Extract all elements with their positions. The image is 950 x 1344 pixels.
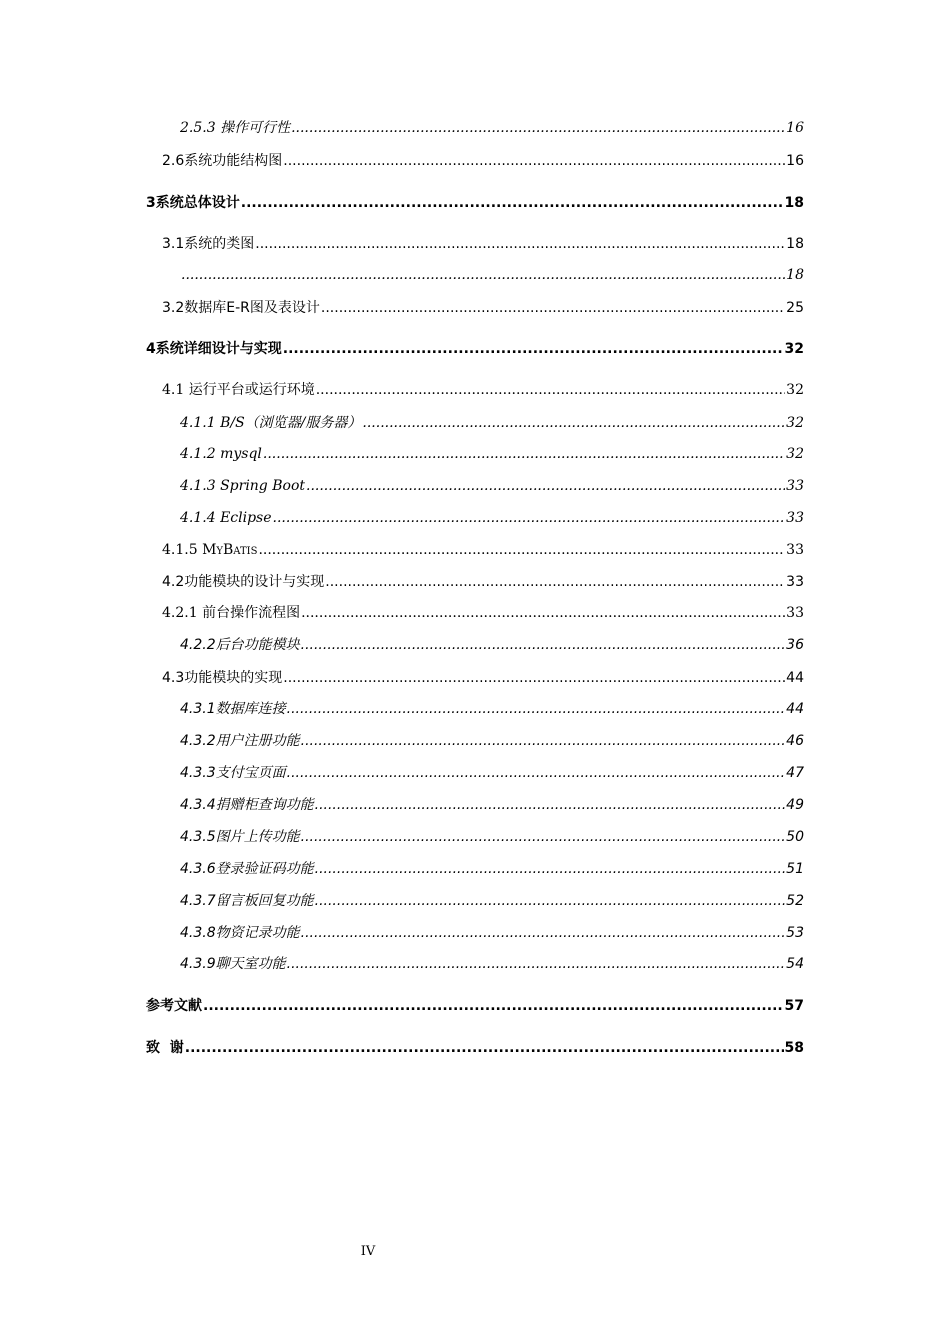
toc-entry-title: 4.3.7留言板回复功能 <box>180 893 314 909</box>
page-number: IV <box>360 1244 376 1259</box>
toc-entry-page: 33 <box>786 542 804 558</box>
toc-entry-page: 33 <box>786 605 804 621</box>
toc-entry-page: 49 <box>786 797 804 813</box>
leader-dots <box>306 479 785 493</box>
leader-dots <box>255 237 785 251</box>
toc-entry[interactable] <box>146 1041 804 1055</box>
toc-entry-title: 4.3.5图片上传功能 <box>180 829 300 845</box>
toc-entry-page: 47 <box>786 765 804 781</box>
toc-entry-page: 33 <box>786 510 804 526</box>
leader-dots <box>301 734 786 748</box>
leader-dots <box>283 342 784 356</box>
toc-entry[interactable] <box>162 575 804 589</box>
leader-dots <box>315 862 786 876</box>
toc-entry[interactable] <box>180 957 804 971</box>
leader-dots <box>241 196 784 210</box>
leader-dots <box>316 383 785 397</box>
toc-entry-title: 4.3.4捐赠柜查询功能 <box>180 797 314 813</box>
toc-entry-page: 44 <box>786 701 804 717</box>
toc-entry-page: 57 <box>784 998 804 1014</box>
toc-entry[interactable] <box>180 830 804 844</box>
toc-entry[interactable] <box>180 766 804 780</box>
toc-entry-page: 18 <box>784 195 804 211</box>
toc-entry-page: 53 <box>786 925 804 941</box>
toc-entry[interactable] <box>162 606 804 620</box>
leader-dots <box>315 798 786 812</box>
leader-dots <box>283 154 785 168</box>
toc-entry-title: 3.1系统的类图 <box>162 236 255 252</box>
toc-entry-page: 52 <box>786 893 804 909</box>
toc-entry[interactable] <box>180 734 804 748</box>
toc-entry[interactable] <box>180 416 804 430</box>
leader-dots <box>287 766 786 780</box>
leader-dots <box>185 1041 784 1055</box>
toc-entry-page: 18 <box>786 236 804 252</box>
leader-dots <box>258 543 785 557</box>
leader-dots <box>301 830 786 844</box>
toc-entry-page: 58 <box>784 1040 804 1056</box>
toc-entry[interactable] <box>162 154 804 168</box>
toc-entry[interactable] <box>180 894 804 908</box>
toc-entry[interactable] <box>162 301 804 315</box>
toc-entry-title: 4.2功能模块的设计与实现 <box>162 574 325 590</box>
leader-dots <box>291 121 785 135</box>
toc-entry-title: 3.2数据库E-R图及表设计 <box>162 300 320 316</box>
leader-dots <box>181 268 785 282</box>
leader-dots <box>301 606 785 620</box>
toc-entry[interactable] <box>180 862 804 876</box>
toc-entry[interactable] <box>180 268 804 282</box>
toc-entry-title: 4.1.4 Eclipse <box>180 510 272 526</box>
toc-entry-title: 2.5.3 操作可行性 <box>180 120 291 136</box>
leader-dots <box>301 926 786 940</box>
toc-entry-title: 4.2.2后台功能模块 <box>180 637 300 653</box>
toc-entry-page: 32 <box>786 415 804 431</box>
leader-dots <box>325 575 785 589</box>
toc-entry[interactable] <box>180 121 804 135</box>
toc-entry[interactable] <box>180 926 804 940</box>
toc-entry-title: 4.3.2用户注册功能 <box>180 733 300 749</box>
leader-dots <box>263 447 785 461</box>
toc-entry-title: 2.6系统功能结构图 <box>162 153 283 169</box>
toc-entry-page: 32 <box>786 446 804 462</box>
toc-entry-title: 4系统详细设计与实现 <box>146 341 282 357</box>
toc-entry-title: 4.3.9聊天室功能 <box>180 956 286 972</box>
toc-entry-title: 4.1.5 MyBatis <box>162 542 258 558</box>
toc-entry[interactable] <box>180 798 804 812</box>
toc-entry-page: 54 <box>786 956 804 972</box>
toc-entry[interactable] <box>180 702 804 716</box>
leader-dots <box>362 416 785 430</box>
toc-entry[interactable] <box>180 511 804 525</box>
toc-entry-page: 16 <box>786 153 804 169</box>
toc-entry[interactable] <box>146 999 804 1013</box>
toc-entry-title: 4.1 运行平台或运行环境 <box>162 382 315 398</box>
toc-entry[interactable] <box>180 447 804 461</box>
toc-entry-page: 32 <box>786 382 804 398</box>
toc-entry[interactable] <box>162 237 804 251</box>
leader-dots <box>287 702 786 716</box>
toc-entry-page: 44 <box>786 670 804 686</box>
leader-dots <box>321 301 785 315</box>
leader-dots <box>273 511 786 525</box>
toc-entry-page: 36 <box>786 637 804 653</box>
toc-entry-title: 4.1.1 B/S（浏览器/服务器） <box>180 415 362 431</box>
toc-entry[interactable] <box>162 671 804 685</box>
toc-entry[interactable] <box>180 638 804 652</box>
toc-entry-title: 4.1.3 Spring Boot <box>180 478 305 494</box>
toc-entry[interactable] <box>146 196 804 210</box>
toc-entry-page: 33 <box>786 478 804 494</box>
toc-entry-page: 32 <box>784 341 804 357</box>
toc-entry-page: 16 <box>786 120 804 136</box>
toc-entry-page: 25 <box>786 300 804 316</box>
toc-entry-title: 3系统总体设计 <box>146 195 240 211</box>
toc-entry[interactable] <box>162 383 804 397</box>
toc-entry-title: 4.3.6登录验证码功能 <box>180 861 314 877</box>
toc-entry-title: 4.3功能模块的实现 <box>162 670 283 686</box>
toc-entry-title: 4.2.1 前台操作流程图 <box>162 605 301 621</box>
leader-dots <box>315 894 786 908</box>
toc-entry-page: 50 <box>786 829 804 845</box>
toc-entry-title: 4.3.3支付宝页面 <box>180 765 286 781</box>
toc-entry-title: 4.3.8物资记录功能 <box>180 925 300 941</box>
leader-dots <box>203 999 784 1013</box>
toc-entry[interactable] <box>162 543 804 557</box>
toc-entry-title: 致 谢 <box>146 1040 184 1056</box>
toc-entry-title: 参考文献 <box>146 998 202 1014</box>
leader-dots <box>287 957 786 971</box>
leader-dots <box>301 638 786 652</box>
toc-entry-page: 33 <box>786 574 804 590</box>
leader-dots <box>283 671 785 685</box>
toc-entry[interactable] <box>146 342 804 356</box>
toc-entry-page: 18 <box>786 267 804 283</box>
toc-entry-page: 46 <box>786 733 804 749</box>
toc-entry-title: 4.1.2 mysql <box>180 446 262 462</box>
toc-entry-page: 51 <box>786 861 804 877</box>
toc-entry-title: 4.3.1数据库连接 <box>180 701 286 717</box>
toc-entry[interactable] <box>180 479 804 493</box>
